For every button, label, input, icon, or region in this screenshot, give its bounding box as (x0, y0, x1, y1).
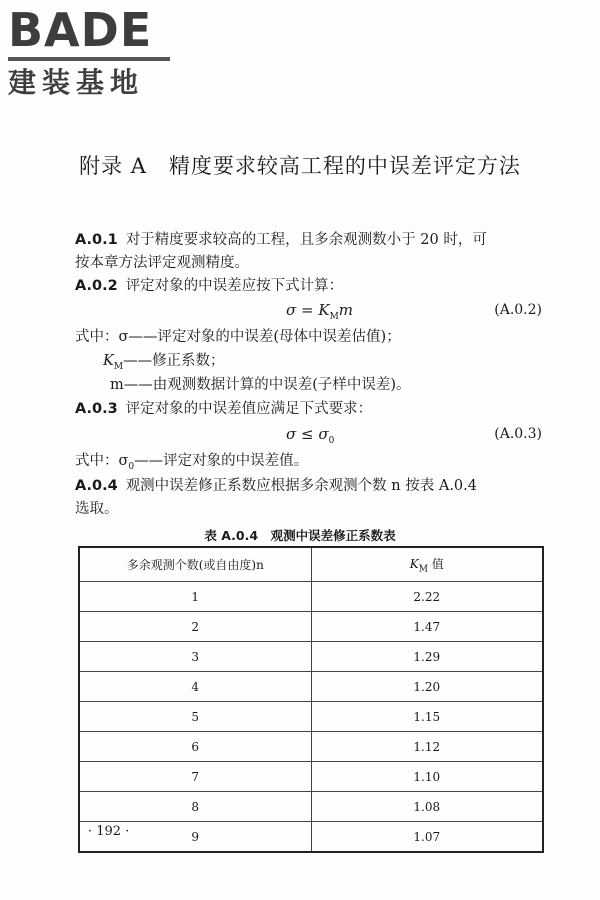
cell-n: 4 (79, 672, 311, 702)
cell-n: 3 (79, 642, 311, 672)
equation-a03 (286, 425, 334, 446)
def-text: ——评定对象的中误差值。 (134, 453, 309, 469)
appendix-title: 附录 A 精度要求较高工程的中误差评定方法 (79, 154, 521, 178)
table-row (79, 732, 543, 762)
table-caption: 表 A.0.4 观测中误差修正系数表 (204, 528, 396, 543)
clause-number: A.0.2 (75, 278, 118, 294)
cell-km: 1.20 (311, 672, 543, 702)
eq-sub: M (329, 312, 339, 322)
cell-km: 1.12 (311, 732, 543, 762)
bade-logo (8, 4, 178, 102)
cell-km: 1.08 (311, 792, 543, 822)
correction-coefficient-table (78, 546, 544, 853)
eq-tail: m (338, 301, 354, 319)
cell-km: 1.07 (311, 822, 543, 853)
equation-a02 (286, 301, 353, 322)
clause-number: A.0.3 (75, 401, 118, 417)
table-row (79, 582, 543, 612)
eq-lhs: σ ≤ σ (286, 425, 329, 443)
clause-a01-line2: 按本章方法评定观测精度。 (75, 255, 249, 271)
def-sub: 0 (128, 461, 135, 472)
cell-km: 1.47 (311, 612, 543, 642)
clause-a02 (75, 275, 343, 297)
equation-number: (A.0.3) (494, 426, 542, 442)
logo-subtitle: 建装基地 (8, 66, 145, 99)
definition-m: m——由观测数据计算的中误差(子样中误差)。 (110, 377, 411, 393)
clause-text: 评定对象的中误差应按下式计算： (125, 278, 344, 294)
page-number: · 192 · (88, 824, 130, 839)
cell-km: 2.22 (311, 582, 543, 612)
clause-number: A.0.1 (75, 232, 118, 248)
cell-km: 1.29 (311, 642, 543, 672)
clause-a01-line1 (75, 229, 487, 251)
clause-text: 对于精度要求较高的工程，且多余观测数小于 20 时，可 (125, 232, 487, 248)
header-km-value (311, 547, 543, 582)
cell-n: 7 (79, 762, 311, 792)
table-row (79, 642, 543, 672)
cell-km: 1.10 (311, 762, 543, 792)
def-pre: 式中：σ (75, 453, 129, 469)
table-row (79, 612, 543, 642)
clause-text: 观测中误差修正系数应根据多余观测个数 n 按表 A.0.4 (125, 478, 477, 494)
table-row (79, 762, 543, 792)
km-text: ——修正系数； (123, 353, 225, 369)
cell-n: 2 (79, 612, 311, 642)
km-sub: M (418, 564, 428, 575)
definition-sigma0 (75, 450, 308, 478)
clause-text: 评定对象的中误差值应满足下式要求： (125, 401, 373, 417)
clause-number: A.0.4 (75, 478, 118, 494)
table-row (79, 672, 543, 702)
definition-sigma: 式中：σ——评定对象的中误差(母体中误差估值)； (75, 329, 401, 345)
table-row (79, 702, 543, 732)
cell-n: 5 (79, 702, 311, 732)
logo-brand: BADE (8, 3, 153, 57)
cell-n: 6 (79, 732, 311, 762)
equation-number: (A.0.2) (494, 302, 542, 318)
clause-a03 (75, 398, 372, 420)
table-header-row (79, 547, 543, 582)
header-redundant-observations: 多余观测个数(或自由度)n (79, 547, 311, 582)
eq-lhs: σ = K (286, 301, 330, 319)
table-row (79, 792, 543, 822)
cell-km: 1.15 (311, 702, 543, 732)
km-tail: 值 (427, 556, 444, 571)
km-symbol: K (409, 556, 419, 571)
logo-rule (8, 57, 170, 61)
km-symbol: K (103, 353, 114, 369)
cell-n: 9 (79, 822, 311, 853)
clause-a04-line1 (75, 475, 477, 497)
eq-sub: 0 (328, 436, 335, 446)
cell-n: 1 (79, 582, 311, 612)
table-row (79, 822, 543, 853)
km-sub: M (113, 361, 124, 372)
cell-n: 8 (79, 792, 311, 822)
clause-a04-line2: 选取。 (75, 501, 119, 517)
